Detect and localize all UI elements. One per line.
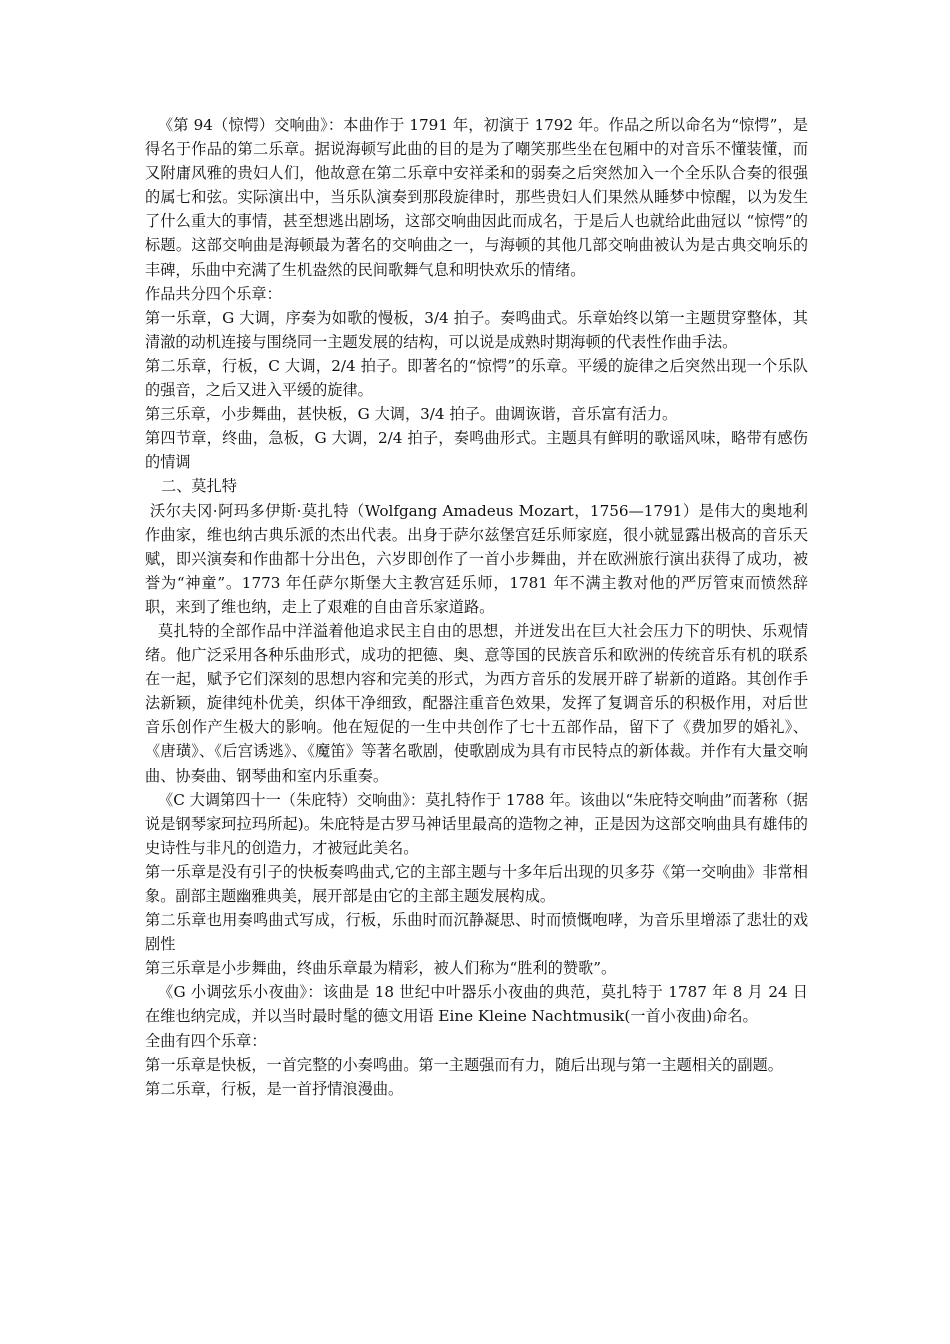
paragraph-haydn-symphony-94: 《第 94（惊愕）交响曲》：本曲作于 1791 年，初演于 1792 年。作品之所以命名为“惊愕”，是得名于作品的第二乐章。据说海顿写此曲的目的是为了嘲笑那些坐在包厢中的对音乐不懂装懂，而又附庸风雅的贵妇人们，他故意在第二乐章中安祥柔和的弱奏之后突然加入一个全乐队合奏的很强的属七和弦。实际演出中，当乐队演奏到那段旋律时，那些贵妇人们果然从睡梦中惊醒，以为发生了什么重大的事情，甚至想逃出剧场，这部交响曲因此而成名，于是后人也就给此曲冠以 “惊愕”的标题。这部交响曲是海顿最为著名的交响曲之一，与海顿的其他几部交响曲被认为是古典交响乐的丰碑，乐曲中充满了生机盎然的民间歌舞气息和明快欢乐的情绪。 bbox=[145, 116, 808, 279]
document-page bbox=[145, 113, 808, 1101]
paragraph-jupiter-third-movement: 第三乐章是小步舞曲，终曲乐章最为精彩，被人们称为“胜利的赞歌”。 bbox=[145, 959, 617, 978]
paragraph-second-movement: 第二乐章，行板，C 大调，2/4 拍子。即著名的“惊愕”的乐章。平缓的旋律之后突然出现一个乐队的强音，之后又进入平缓的旋律。 bbox=[145, 356, 808, 400]
paragraph-serenade-movements-intro: 全曲有四个乐章： bbox=[145, 1031, 267, 1050]
paragraph-third-movement: 第三乐章，小步舞曲，甚快板，G 大调，3/4 拍子。曲调诙谐，音乐富有活力。 bbox=[145, 405, 678, 424]
paragraph-movements-intro: 作品共分四个乐章： bbox=[145, 284, 282, 303]
paragraph-serenade: 《G 小调弦乐小夜曲》：该曲是 18 世纪中叶器乐小夜曲的典范，莫扎特于 1787 年 8 月 24 日在维也纳完成，并以当时最时髦的德文用语 Eine Kleine Nachtmusik(一首小夜曲)命名。 bbox=[145, 983, 808, 1026]
paragraph-jupiter-symphony: 《C 大调第四十一（朱庇特）交响曲》：莫扎特作于 1788 年。该曲以“朱庇特交响曲”而著称（据说是钢琴家珂拉玛所起)。朱庇特是古罗马神话里最高的造物之神，正是因为这部交响曲具有雄伟的史诗性与非凡的创造力，才被冠此美名。 bbox=[145, 790, 808, 857]
paragraph-jupiter-second-movement: 第二乐章也用奏鸣曲式写成，行板，乐曲时而沉静凝思、时而愤慨咆哮，为音乐里增添了悲壮的戏剧性 bbox=[145, 911, 808, 954]
paragraph-serenade-first-movement: 第一乐章是快板，一首完整的小奏鸣曲。第一主题强而有力，随后出现与第一主题相关的副题。 bbox=[145, 1055, 783, 1074]
paragraph-jupiter-first-movement: 第一乐章是没有引子的快板奏鸣曲式,它的主部主题与十多年后出现的贝多芬《第一交响曲》非常相象。副部主题幽雅典美，展开部是由它的主部主题发展构成。 bbox=[145, 862, 808, 905]
paragraph-serenade-second-movement: 第二乐章，行板，是一首抒情浪漫曲。 bbox=[145, 1079, 404, 1098]
paragraph-first-movement: 第一乐章，G 大调，序奏为如歌的慢板，3/4 拍子。奏鸣曲式。乐章始终以第一主题贯穿整体，其清澈的动机连接与围绕同一主题发展的结构，可以说是成熟时期海顿的代表性作曲手法。 bbox=[145, 308, 808, 351]
section-heading-mozart: 二、莫扎特 bbox=[161, 477, 237, 496]
paragraph-fourth-movement: 第四节章，终曲，急板，G 大调，2/4 拍子，奏鸣曲形式。主题具有鲜明的歌谣风味，略带有感伤的情调 bbox=[145, 429, 808, 472]
paragraph-mozart-bio: 沃尔夫冈·阿玛多伊斯·莫扎特（Wolfgang Amadeus Mozart，1756—1791）是伟大的奥地利作曲家，维也纳古典乐派的杰出代表。出身于萨尔兹堡宫廷乐师家庭，很小就显露出极高的音乐天赋，即兴演奏和作曲都十分出色，六岁即创作了一首小步舞曲，并在欧洲旅行演出获得了成功，被誉为“神童”。1773 年任萨尔斯堡大主教宫廷乐师，1781 年不满主教对他的严厉管束而愤然辞职，来到了维也纳，走上了艰难的自由音乐家道路。 bbox=[145, 501, 808, 616]
paragraph-mozart-works: 莫扎特的全部作品中洋溢着他追求民主自由的思想，并迸发出在巨大社会压力下的明快、乐观情绪。他广泛采用各种乐曲形式，成功的把德、奥、意等国的民族音乐和欧洲的传统音乐有机的联系在一起，赋予它们深刻的思想内容和完美的形式，为西方音乐的发展开辟了崭新的道路。其创作手法新颖，旋律纯朴优美，织体干净细致，配器注重音色效果，发挥了复调音乐的积极作用，对后世音乐创作产生极大的影响。他在短促的一生中共创作了七十五部作品，留下了《费加罗的婚礼》、《唐璜》、《后宫诱逃》、《魔笛》等著名歌剧，使歌剧成为具有市民特点的新体裁。并作有大量交响曲、协奏曲、钢琴曲和室内乐重奏。 bbox=[145, 621, 808, 785]
